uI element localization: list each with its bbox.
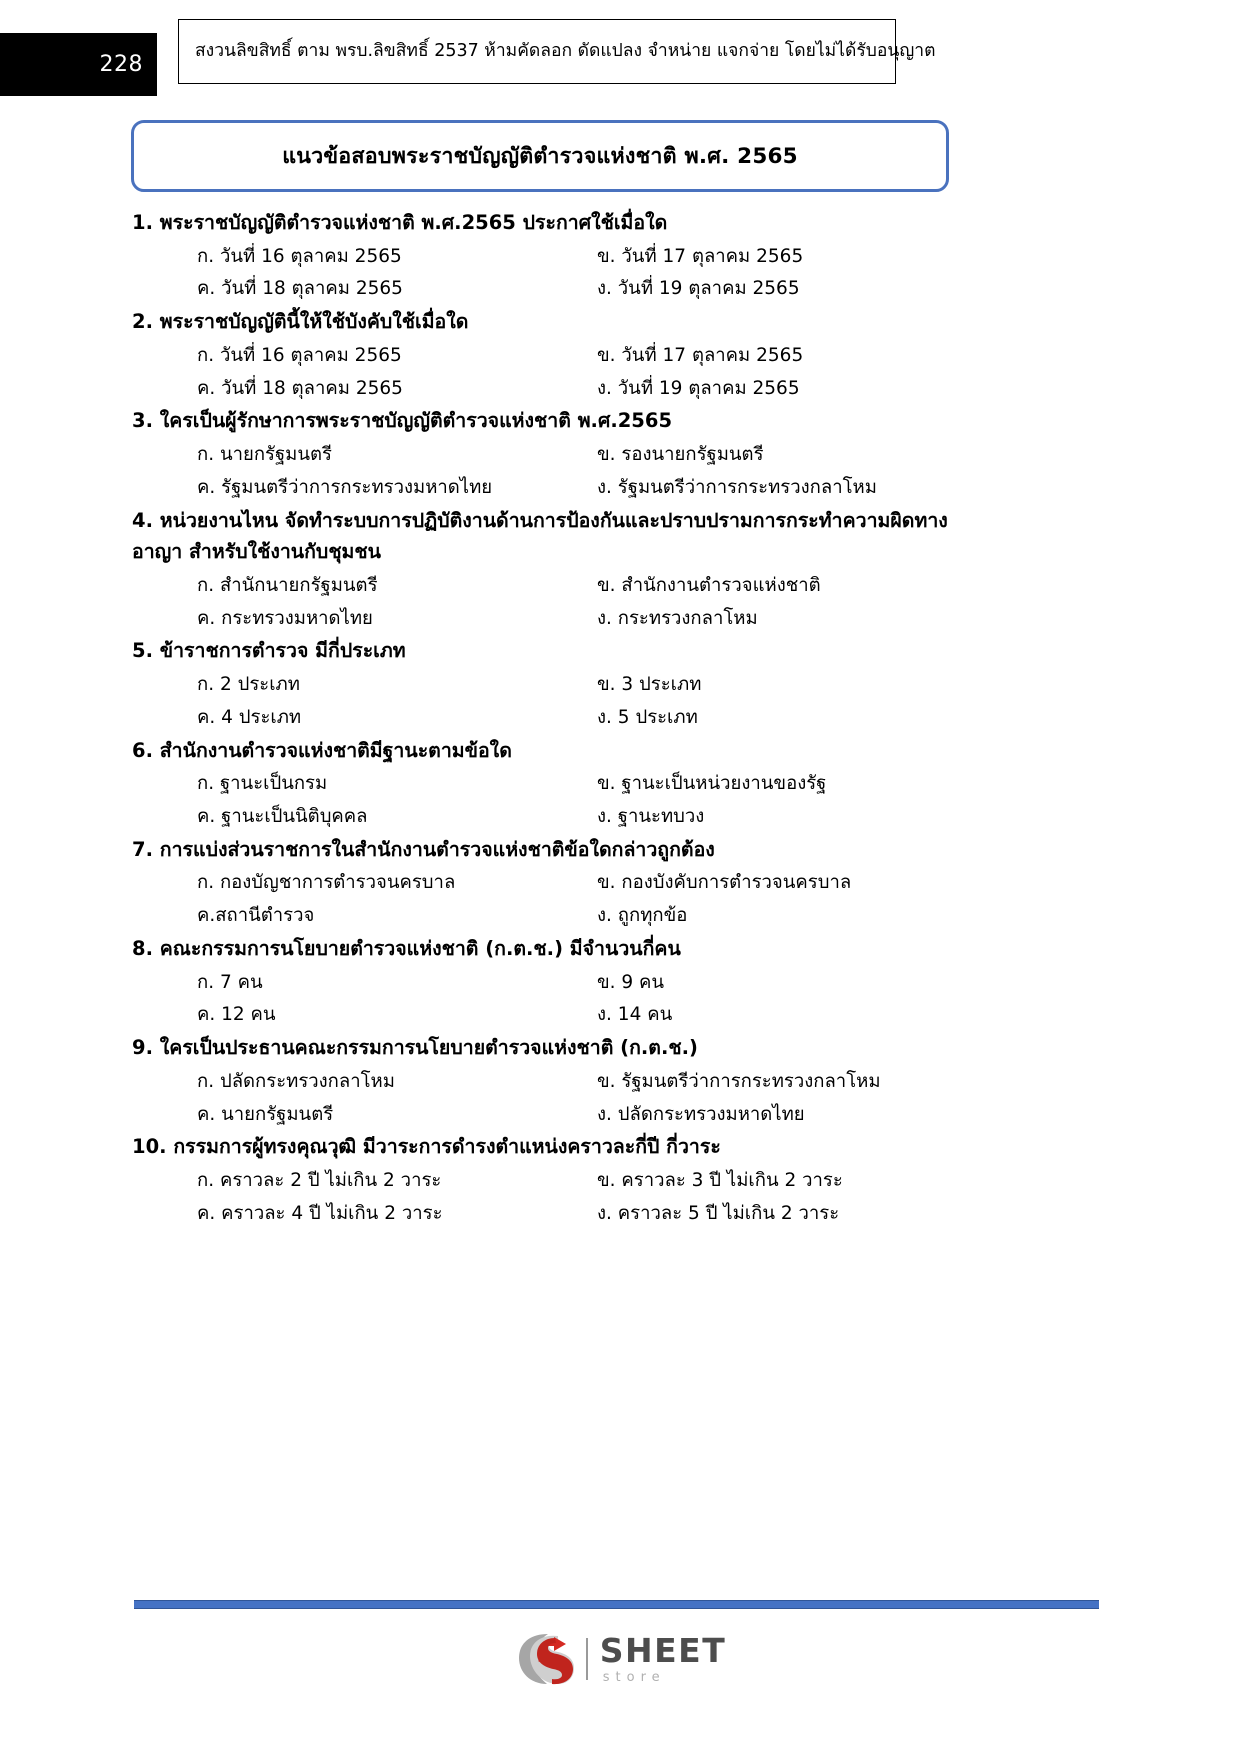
question-text: 9. ใครเป็นประธานคณะกรรมการนโยบายตำรวจแห่งชาติ (ก.ต.ช.) [132,1036,698,1060]
option-row [132,768,1122,800]
answer-option[interactable]: ค. 12 คน [197,1004,276,1026]
sheet-store-logo-icon [514,1630,576,1688]
question-block [132,933,1122,1031]
answer-option[interactable]: ข. รองนายกรัฐมนตรี [597,443,764,465]
answer-option[interactable]: ก. กองบัญชาการตำรวจนครบาล [197,872,456,894]
answer-option[interactable]: ข. รัฐมนตรีว่าการกระทรวงกลาโหม [597,1070,881,1092]
answer-option[interactable]: ข. สำนักงานตำรวจแห่งชาติ [597,574,821,596]
answer-option[interactable]: ข. 9 คน [597,971,665,993]
question-text: 1. พระราชบัญญัติตำรวจแห่งชาติ พ.ศ.2565 ประกาศใช้เมื่อใด [132,211,668,234]
answer-option[interactable]: ง. 14 คน [597,1004,673,1026]
answer-option[interactable]: ค. นายกรัฐมนตรี [197,1103,334,1125]
question-block [132,1131,1122,1229]
option-row [132,999,1122,1031]
option-row [132,439,1122,471]
answer-option[interactable]: ค. วันที่ 18 ตุลาคม 2565 [197,278,403,300]
answer-option[interactable]: ก. คราวละ 2 ปี ไม่เกิน 2 วาระ [197,1169,442,1191]
option-row [132,669,1122,701]
question-block [132,735,1122,833]
question-block [132,1032,1122,1130]
option-row [132,1066,1122,1098]
logo-wordmark [599,1631,727,1685]
option-row [132,801,1122,833]
question-text: 2. พระราชบัญญัตินี้ให้ใช้บังคับใช้เมื่อใด [132,310,469,334]
answer-option[interactable]: ข. กองบังคับการตำรวจนครบาล [597,872,852,894]
footer-divider [134,1600,1099,1609]
question-text: 5. ข้าราชการตำรวจ มีกี่ประเภท [132,639,406,663]
answer-option[interactable]: ก. ฐานะเป็นกรม [197,773,328,795]
logo-primary-text: SHEET [599,1631,727,1670]
question-text: 3. ใครเป็นผู้รักษาการพระราชบัญญัติตำรวจแห่งชาติ พ.ศ.2565 [132,409,673,433]
option-row [132,967,1122,999]
copyright-notice-box [178,19,936,84]
answer-option[interactable]: ค. วันที่ 18 ตุลาคม 2565 [197,377,403,399]
exam-title-box [131,120,949,192]
option-row [132,373,1122,405]
answer-option[interactable]: ข. วันที่ 17 ตุลาคม 2565 [597,344,804,366]
option-row [132,570,1122,602]
question-list [132,207,1122,1231]
answer-option[interactable]: ก. 2 ประเภท [197,673,300,695]
answer-option[interactable]: ง. ปลัดกระทรวงมหาดไทย [597,1103,805,1125]
question-text: 7. การแบ่งส่วนราชการในสำนักงานตำรวจแห่งชาติข้อใดกล่าวถูกต้อง [132,837,715,861]
question-block [132,505,1122,635]
answer-option[interactable]: ค. รัฐมนตรีว่าการกระทรวงมหาดไทย [197,476,493,498]
option-row [132,603,1122,635]
answer-option[interactable]: ค.สถานีตำรวจ [197,905,315,927]
question-text: 10. กรรมการผู้ทรงคุณวุฒิ มีวาระการดำรงตำแหน่งคราวละกี่ปี กี่วาระ [132,1135,721,1159]
answer-option[interactable]: ก. 7 คน [197,971,263,993]
footer-logo [0,1630,1240,1688]
answer-option[interactable]: ง. กระทรวงกลาโหม [597,607,758,629]
option-row [132,867,1122,899]
answer-option[interactable]: ง. วันที่ 19 ตุลาคม 2565 [597,377,800,399]
option-row [132,1198,1122,1230]
question-text: 8. คณะกรรมการนโยบายตำรวจแห่งชาติ (ก.ต.ช.) มีจำนวนกี่คน [132,937,681,960]
answer-option[interactable]: ข. วันที่ 17 ตุลาคม 2565 [597,245,804,267]
option-row [132,273,1122,305]
answer-option[interactable]: ง. ฐานะทบวง [597,805,705,827]
question-block [132,306,1122,404]
answer-option[interactable]: ก. วันที่ 16 ตุลาคม 2565 [197,245,402,267]
option-row [132,1099,1122,1131]
option-row [132,241,1122,273]
answer-option[interactable]: ง. วันที่ 19 ตุลาคม 2565 [597,278,800,300]
answer-option[interactable]: ก. วันที่ 16 ตุลาคม 2565 [197,344,402,366]
page-number-block [0,33,157,96]
copyright-notice-text: สงวนลิขสิทธิ์ ตาม พรบ.ลิขสิทธิ์ 2537 ห้ามคัดลอก ดัดแปลง จำหน่าย แจกจ่าย โดยไม่ได้รับอนุญาต [195,41,936,61]
answer-option[interactable]: ง. 5 ประเภท [597,706,698,728]
question-text: 6. สำนักงานตำรวจแห่งชาติมีฐานะตามข้อใด [132,738,512,762]
question-text: 4. หน่วยงานไหน จัดทำระบบการปฏิบัติงานด้านการป้องกันและปราบปรามการกระทำความผิดทางอาญา สำหรับใช้งานกับชุมชน [132,508,948,564]
answer-option[interactable]: ก. ปลัดกระทรวงกลาโหม [197,1070,395,1092]
question-block [132,635,1122,733]
answer-option[interactable]: ง. คราวละ 5 ปี ไม่เกิน 2 วาระ [597,1202,840,1224]
answer-option[interactable]: ค. ฐานะเป็นนิติบุคคล [197,805,368,827]
answer-option[interactable]: ค. 4 ประเภท [197,706,302,728]
answer-option[interactable]: ข. 3 ประเภท [597,673,702,695]
answer-option[interactable]: ค. คราวละ 4 ปี ไม่เกิน 2 วาระ [197,1202,443,1224]
question-block [132,405,1122,503]
answer-option[interactable]: ง. ถูกทุกข้อ [597,905,688,927]
question-block [132,207,1122,305]
logo-divider [586,1638,588,1680]
answer-option[interactable]: ก. นายกรัฐมนตรี [197,443,332,465]
logo-secondary-text: store [602,1670,666,1685]
answer-option[interactable]: ข. คราวละ 3 ปี ไม่เกิน 2 วาระ [597,1169,843,1191]
page-number: 228 [99,52,143,77]
answer-option[interactable]: ค. กระทรวงมหาดไทย [197,607,373,629]
option-row [132,340,1122,372]
option-row [132,702,1122,734]
option-row [132,472,1122,504]
option-row [132,900,1122,932]
answer-option[interactable]: ก. สำนักนายกรัฐมนตรี [197,574,378,596]
question-block [132,834,1122,932]
answer-option[interactable]: ง. รัฐมนตรีว่าการกระทรวงกลาโหม [597,476,877,498]
page-title: แนวข้อสอบพระราชบัญญัติตำรวจแห่งชาติ พ.ศ. 2565 [282,144,798,169]
answer-option[interactable]: ข. ฐานะเป็นหน่วยงานของรัฐ [597,773,827,795]
option-row [132,1165,1122,1197]
